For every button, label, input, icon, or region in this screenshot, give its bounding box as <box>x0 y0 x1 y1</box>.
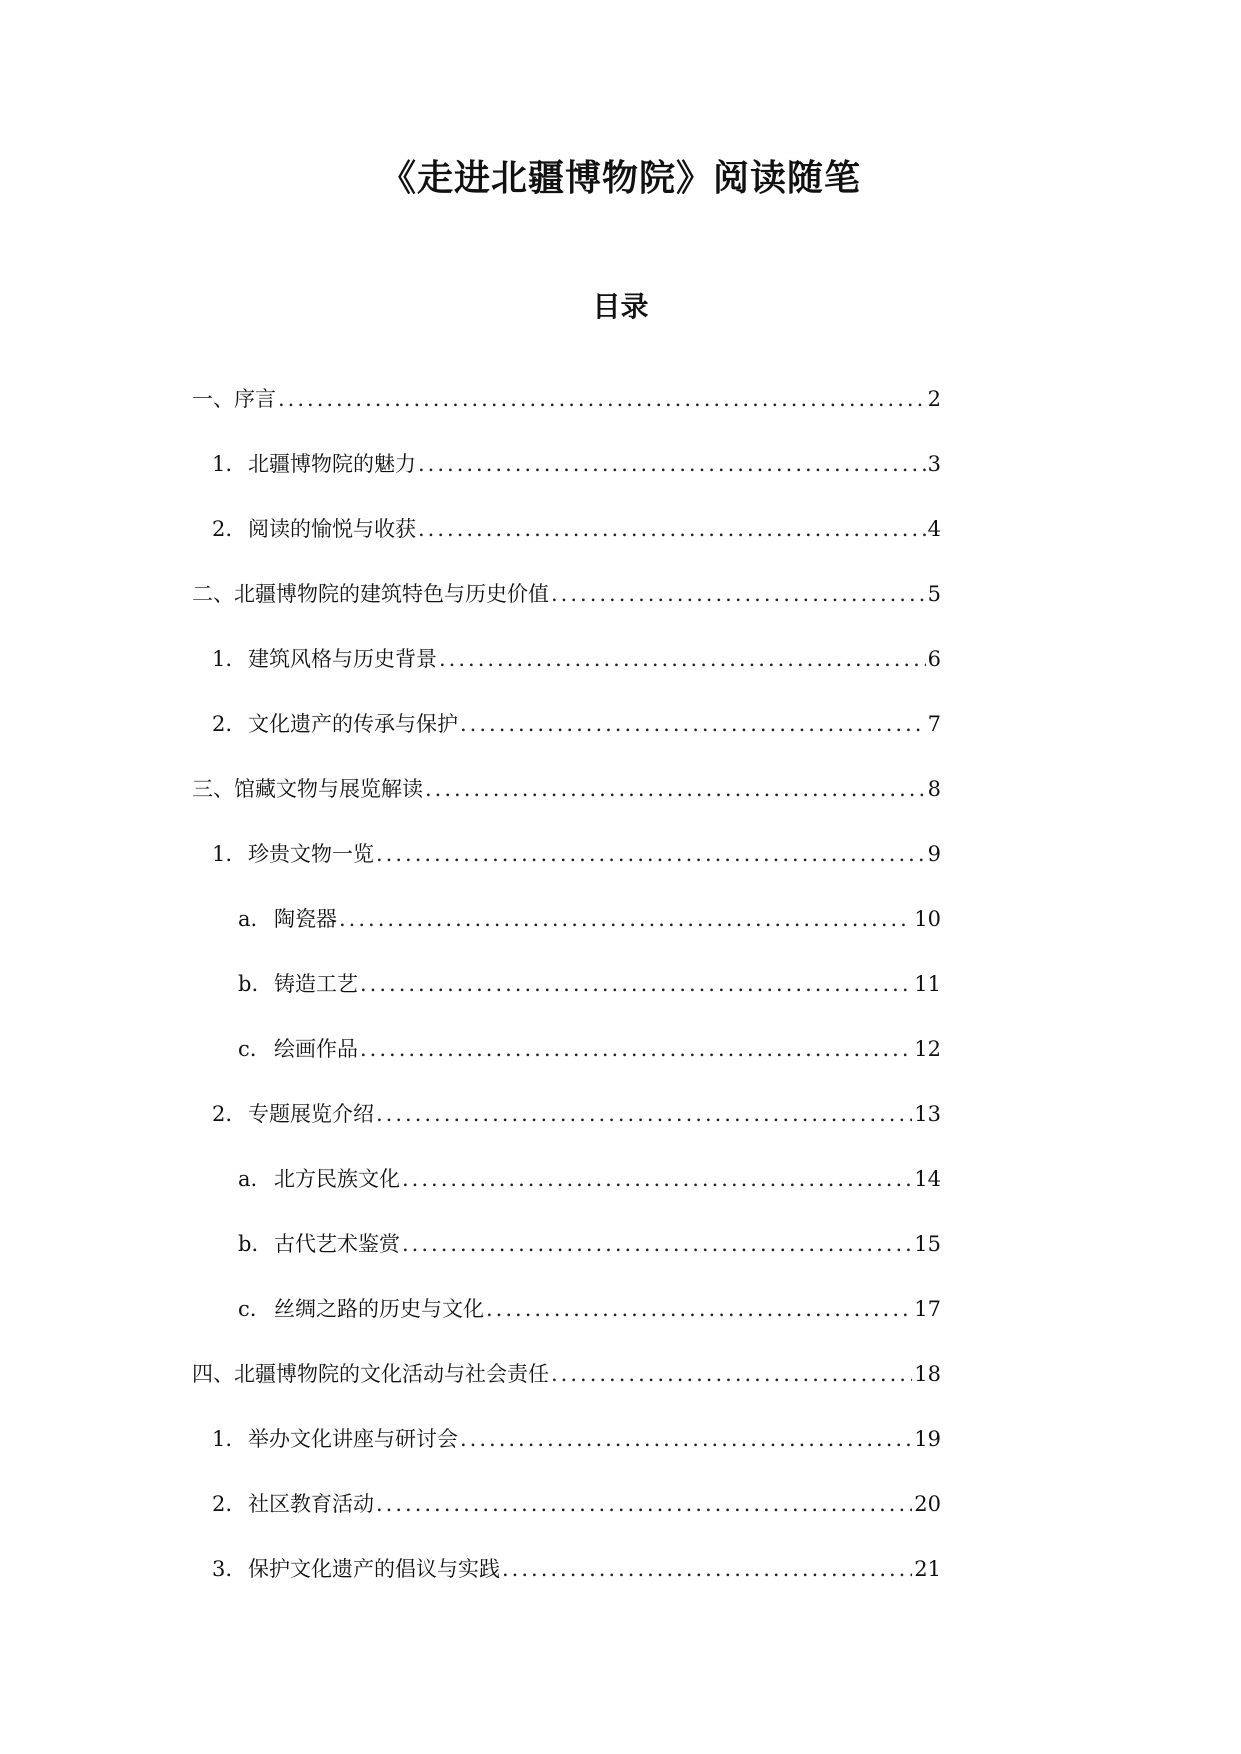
toc-entry-marker: 三、 <box>192 777 234 801</box>
toc-entry[interactable] <box>192 385 941 450</box>
toc-entry-label: 社区教育活动 <box>248 1492 374 1516</box>
toc-entry[interactable] <box>192 775 941 840</box>
toc-entry-marker: 2. <box>212 517 233 541</box>
toc-entry-page-number: 15 <box>914 1232 941 1256</box>
toc-dot-leader <box>460 710 926 738</box>
toc-dot-leader <box>418 515 926 543</box>
toc-entry-label: 北疆博物院的文化活动与社会责任 <box>234 1362 549 1386</box>
toc-dot-leader <box>360 970 912 998</box>
toc-entry-label: 文化遗产的传承与保护 <box>248 712 458 736</box>
toc-entry-marker: 2. <box>212 1102 233 1126</box>
toc-dot-leader <box>339 905 912 933</box>
toc-entry-page-number: 20 <box>914 1492 941 1516</box>
toc-entry-marker: c. <box>238 1297 257 1321</box>
toc-dot-leader <box>376 1490 912 1518</box>
toc-entry-page-number: 4 <box>927 517 941 541</box>
toc-entry-page-number: 10 <box>914 907 941 931</box>
toc-entry[interactable] <box>192 1165 941 1230</box>
toc-entry[interactable] <box>192 1555 941 1620</box>
toc-entry-marker: c. <box>238 1037 257 1061</box>
toc-entry-label: 铸造工艺 <box>274 972 358 996</box>
toc-dot-leader <box>502 1555 912 1583</box>
toc-entry-page-number: 8 <box>927 777 941 801</box>
toc-entry[interactable] <box>192 1230 941 1295</box>
toc-entry[interactable] <box>192 970 941 1035</box>
toc-entry-label: 保护文化遗产的倡议与实践 <box>248 1557 500 1581</box>
toc-entry[interactable] <box>192 515 941 580</box>
toc-entry-marker: a. <box>238 1167 258 1191</box>
toc-entry-page-number: 14 <box>914 1167 941 1191</box>
toc-entry-marker: 四、 <box>192 1362 234 1386</box>
toc-entry-page-number: 11 <box>914 972 941 996</box>
toc-entry-page-number: 5 <box>927 582 941 606</box>
toc-entry-label: 北方民族文化 <box>274 1167 400 1191</box>
toc-entry-page-number: 12 <box>914 1037 941 1061</box>
toc-entry-page-number: 21 <box>914 1557 941 1581</box>
toc-entry-page-number: 2 <box>927 387 941 411</box>
toc-dot-leader <box>486 1295 912 1323</box>
toc-entry-marker: 2. <box>212 712 233 736</box>
toc-entry[interactable] <box>192 905 941 970</box>
toc-entry-label: 珍贵文物一览 <box>248 842 374 866</box>
toc-entry-label: 举办文化讲座与研讨会 <box>248 1427 458 1451</box>
toc-entry-label: 专题展览介绍 <box>248 1102 374 1126</box>
toc-dot-leader <box>278 385 926 413</box>
toc-dot-leader <box>418 450 926 478</box>
toc-entry[interactable] <box>192 645 941 710</box>
toc-entry-label: 北疆博物院的建筑特色与历史价值 <box>234 582 549 606</box>
toc-heading: 目录 <box>592 290 649 323</box>
toc-entry[interactable] <box>192 1100 941 1165</box>
toc-entry-label: 阅读的愉悦与收获 <box>248 517 416 541</box>
toc-dot-leader <box>425 775 926 803</box>
toc-entry-label: 陶瓷器 <box>274 907 337 931</box>
toc-entry-marker: 3. <box>212 1557 233 1581</box>
toc-entry[interactable] <box>192 1295 941 1360</box>
toc-entry-label: 古代艺术鉴赏 <box>274 1232 400 1256</box>
toc-entry-page-number: 6 <box>927 647 941 671</box>
toc-entry-page-number: 3 <box>927 452 941 476</box>
toc-dot-leader <box>439 645 926 673</box>
toc-entry[interactable] <box>192 580 941 645</box>
toc-entry-page-number: 17 <box>914 1297 941 1321</box>
toc-dot-leader <box>360 1035 912 1063</box>
toc-entry-label: 序言 <box>234 387 276 411</box>
toc-entry-page-number: 19 <box>914 1427 941 1451</box>
toc-entry-marker: b. <box>238 1232 259 1256</box>
toc-entry-marker: a. <box>238 907 258 931</box>
toc-entry[interactable] <box>192 710 941 775</box>
toc-entry[interactable] <box>192 1490 941 1555</box>
toc-dot-leader <box>402 1165 912 1193</box>
toc-entry-marker: 2. <box>212 1492 233 1516</box>
toc-entry-marker: 1. <box>212 647 233 671</box>
toc-entry[interactable] <box>192 840 941 905</box>
toc-dot-leader <box>551 1360 912 1388</box>
toc-entry-marker: 二、 <box>192 582 234 606</box>
toc-dot-leader <box>460 1425 912 1453</box>
toc-entry-marker: 1. <box>212 452 233 476</box>
toc-dot-leader <box>376 1100 912 1128</box>
toc-entry-label: 北疆博物院的魅力 <box>248 452 416 476</box>
toc-entry-page-number: 13 <box>914 1102 941 1126</box>
toc-entry-label: 馆藏文物与展览解读 <box>234 777 423 801</box>
toc-entry-page-number: 9 <box>927 842 941 866</box>
toc-entry-marker: 1. <box>212 1427 233 1451</box>
toc-entry-marker: 一、 <box>192 387 234 411</box>
toc-entry[interactable] <box>192 1035 941 1100</box>
document-title: 《走进北疆博物院》阅读随笔 <box>379 158 861 199</box>
toc-entry-marker: 1. <box>212 842 233 866</box>
toc-dot-leader <box>376 840 926 868</box>
toc-entry[interactable] <box>192 1360 941 1425</box>
toc-entry[interactable] <box>192 450 941 515</box>
toc-entry-label: 丝绸之路的历史与文化 <box>274 1297 484 1321</box>
toc-entry-marker: b. <box>238 972 259 996</box>
toc-entry-page-number: 18 <box>914 1362 941 1386</box>
toc-dot-leader <box>402 1230 912 1258</box>
toc-entry[interactable] <box>192 1425 941 1490</box>
table-of-contents <box>192 385 941 1620</box>
toc-entry-page-number: 7 <box>927 712 941 736</box>
toc-entry-label: 建筑风格与历史背景 <box>248 647 437 671</box>
toc-dot-leader <box>551 580 926 608</box>
toc-entry-label: 绘画作品 <box>274 1037 358 1061</box>
